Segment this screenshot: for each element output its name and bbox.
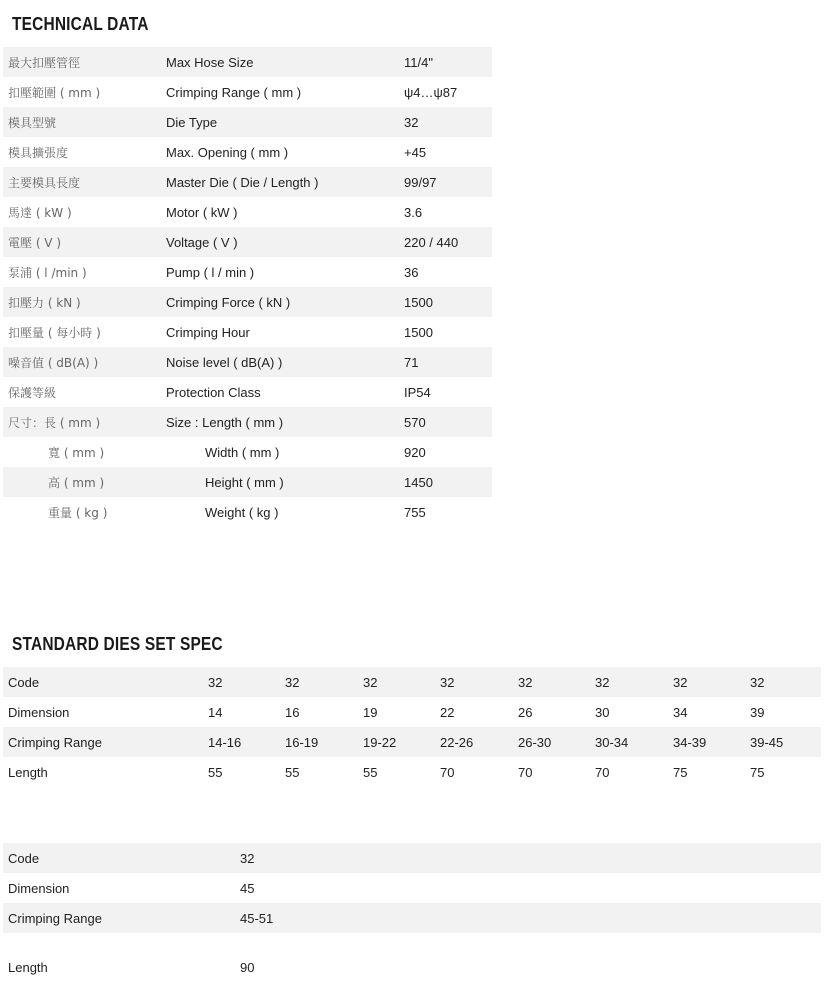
spec-row-width bbox=[3, 437, 492, 467]
spec-value: IP54 bbox=[404, 384, 431, 400]
spec-label-en: Max. Opening ( mm ) bbox=[166, 144, 289, 160]
spec-label-zh: 尺寸：長 ( mm ) bbox=[3, 407, 161, 437]
dies-row-label: Code bbox=[3, 667, 203, 697]
spec-label-en: Max Hose Size bbox=[161, 47, 399, 77]
spec-value: 755 bbox=[404, 504, 426, 520]
dies-cell: 39-45 bbox=[745, 727, 821, 757]
spec-value: 1500 bbox=[404, 324, 433, 340]
spec-label-zh: 高 ( mm ) bbox=[3, 467, 161, 497]
spec-label-en: Master Die ( Die / Length ) bbox=[161, 167, 399, 197]
spec-value: 220 / 440 bbox=[399, 227, 492, 257]
spec-label-en: Voltage ( V ) bbox=[161, 227, 399, 257]
spec-value: 3.6 bbox=[404, 204, 423, 220]
spec-row-die-type bbox=[3, 107, 492, 137]
dies-cell: 55 bbox=[285, 764, 300, 780]
spec-value: ψ4…ψ87 bbox=[404, 84, 458, 100]
dies-cell: 19-22 bbox=[358, 727, 435, 757]
dies-cell: 45-51 bbox=[235, 903, 821, 933]
dies-cell: 55 bbox=[208, 764, 223, 780]
dies-cell: 32 bbox=[435, 667, 513, 697]
spec-value: 11/4" bbox=[399, 47, 492, 77]
dies-cell: 22 bbox=[440, 704, 455, 720]
dies-cell: 32 bbox=[280, 667, 358, 697]
spec-value: 36 bbox=[404, 264, 419, 280]
dies-row-label: Code bbox=[3, 843, 235, 873]
spec-row-weight bbox=[3, 497, 492, 527]
dies-row-label: Crimping Range bbox=[3, 727, 203, 757]
dies-cell: 32 bbox=[203, 667, 280, 697]
dies-cell: 32 bbox=[513, 667, 590, 697]
spec-label-en: Weight ( kg ) bbox=[205, 504, 279, 520]
dies-row-code bbox=[3, 667, 821, 697]
spec-label-en: Height ( mm ) bbox=[161, 467, 399, 497]
spec-row-crimping-force bbox=[3, 287, 492, 317]
spec-value: 1500 bbox=[399, 287, 492, 317]
spec-value: 99/97 bbox=[399, 167, 492, 197]
dies-cell: 55 bbox=[363, 764, 378, 780]
spec-label-en: Pump ( l / min ) bbox=[166, 264, 255, 280]
dies-cell: 26-30 bbox=[513, 727, 590, 757]
spec-row-crimping-range bbox=[3, 77, 492, 107]
dies-cell: 14-16 bbox=[203, 727, 280, 757]
dies-cell: 70 bbox=[440, 764, 455, 780]
spec-label-zh: 主要模具長度 bbox=[3, 167, 161, 197]
spec-value: 920 bbox=[404, 444, 426, 460]
dies-cell: 39 bbox=[750, 704, 765, 720]
spec-value: 32 bbox=[399, 107, 492, 137]
spec-row-max-hose-size bbox=[3, 47, 492, 77]
dies-cell: 75 bbox=[750, 764, 765, 780]
spec-row-crimping-hour bbox=[3, 317, 492, 347]
dies-cell: 70 bbox=[595, 764, 610, 780]
spec-label-zh: 泵浦 ( l /min ) bbox=[8, 265, 87, 280]
dies-cell: 30 bbox=[595, 704, 610, 720]
spec-label-zh: 重量 ( kg ) bbox=[48, 505, 108, 520]
spec-label-en: Protection Class bbox=[166, 384, 261, 400]
dies-cell: 14 bbox=[208, 704, 223, 720]
spec-label-zh: 寬 ( mm ) bbox=[48, 445, 105, 460]
dies-row-label: Dimension bbox=[8, 880, 70, 896]
dies-spec-heading: STANDARD DIES SET SPEC bbox=[12, 634, 223, 654]
spec-label-zh: 最大扣壓管徑 bbox=[3, 47, 161, 77]
dies-row-length bbox=[3, 757, 821, 787]
spec-label-zh: 模具型號 bbox=[3, 107, 161, 137]
spec-label-en: Die Type bbox=[161, 107, 399, 137]
dies-row-label: Dimension bbox=[8, 704, 70, 720]
dies-cell: 34-39 bbox=[668, 727, 745, 757]
dies-row-length bbox=[3, 933, 821, 980]
dies-row-code bbox=[3, 843, 821, 873]
spec-label-en: Width ( mm ) bbox=[205, 444, 280, 460]
spec-row-pump bbox=[3, 257, 492, 287]
spec-value: 1450 bbox=[399, 467, 492, 497]
dies-row-label: Length bbox=[8, 764, 48, 780]
dies-row-crimping-range bbox=[3, 727, 821, 757]
spec-label-zh: 電壓 ( V ) bbox=[3, 227, 161, 257]
spec-label-zh: 噪音值 ( dB(A) ) bbox=[3, 347, 161, 377]
dies-cell: 34 bbox=[673, 704, 688, 720]
spec-row-protection-class bbox=[3, 377, 492, 407]
spec-value: 71 bbox=[399, 347, 492, 377]
spec-row-motor bbox=[3, 197, 492, 227]
spec-label-zh: 扣壓力 ( kN ) bbox=[3, 287, 161, 317]
dies-cell: 32 bbox=[590, 667, 668, 697]
spec-row-noise-level bbox=[3, 347, 492, 377]
spec-label-zh: 保護等級 bbox=[8, 385, 57, 400]
dies-row-crimping-range bbox=[3, 903, 821, 933]
dies-cell: 90 bbox=[240, 960, 255, 975]
dies-spec-table-extra bbox=[3, 843, 821, 980]
technical-data-table bbox=[3, 47, 492, 527]
spec-row-size-length bbox=[3, 407, 492, 437]
dies-cell: 70 bbox=[518, 764, 533, 780]
spec-row-voltage bbox=[3, 227, 492, 257]
spec-label-en: Motor ( kW ) bbox=[166, 204, 238, 220]
spec-label-en: Size : Length ( mm ) bbox=[161, 407, 399, 437]
dies-cell: 16-19 bbox=[280, 727, 358, 757]
dies-cell: 26 bbox=[518, 704, 533, 720]
dies-row-dimension bbox=[3, 697, 821, 727]
dies-row-label: Length bbox=[8, 960, 48, 975]
dies-cell: 22-26 bbox=[435, 727, 513, 757]
spec-row-master-die bbox=[3, 167, 492, 197]
dies-row-dimension bbox=[3, 873, 821, 903]
dies-cell: 19 bbox=[363, 704, 378, 720]
dies-cell: 32 bbox=[358, 667, 435, 697]
dies-cell: 32 bbox=[745, 667, 821, 697]
spec-label-zh: 馬達 ( kW ) bbox=[8, 205, 72, 220]
dies-cell: 75 bbox=[673, 764, 688, 780]
dies-spec-table bbox=[3, 667, 821, 787]
spec-label-en: Crimping Force ( kN ) bbox=[161, 287, 399, 317]
spec-value: 570 bbox=[399, 407, 492, 437]
dies-cell: 16 bbox=[285, 704, 300, 720]
dies-cell: 30-34 bbox=[590, 727, 668, 757]
spec-row-max-opening bbox=[3, 137, 492, 167]
spec-row-height bbox=[3, 467, 492, 497]
spec-label-zh: 模具擴張度 bbox=[8, 145, 69, 160]
dies-cell: 45 bbox=[240, 880, 255, 896]
technical-data-heading: TECHNICAL DATA bbox=[12, 14, 149, 34]
spec-label-zh: 扣壓量 ( 每小時 ) bbox=[8, 325, 101, 340]
spec-label-en: Noise level ( dB(A) ) bbox=[161, 347, 399, 377]
dies-cell: 32 bbox=[235, 843, 821, 873]
spec-label-en: Crimping Hour bbox=[166, 324, 250, 340]
spec-value: +45 bbox=[404, 144, 427, 160]
dies-cell: 32 bbox=[668, 667, 745, 697]
dies-row-label: Crimping Range bbox=[3, 903, 235, 933]
spec-label-zh: 扣壓範圍 ( mm ) bbox=[8, 85, 101, 100]
spec-label-en: Crimping Range ( mm ) bbox=[166, 84, 302, 100]
